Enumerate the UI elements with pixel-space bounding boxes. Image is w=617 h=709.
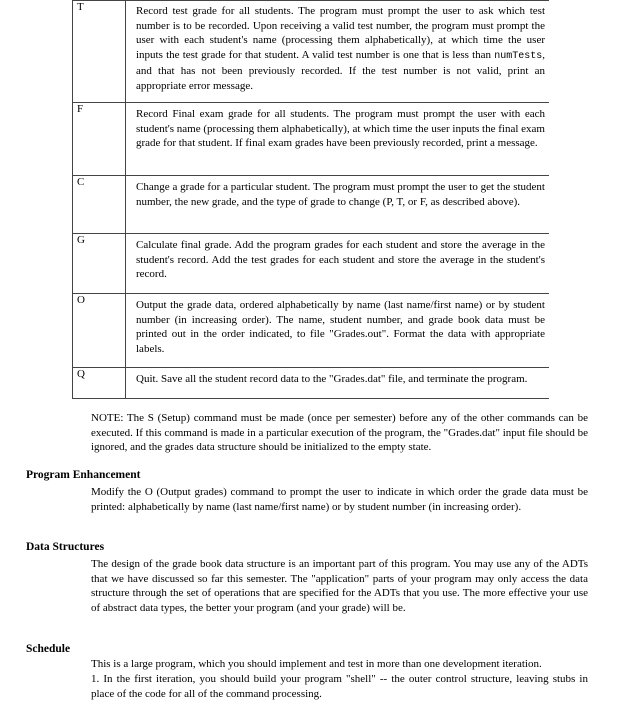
data-structures-heading: Data Structures	[26, 541, 105, 553]
data-structures-text: The design of the grade book data structure is an important part of this program. You may use any of the ADTs that we have discussed so far this semester. The "application" parts of your program may only access the data structure through the set of operations that are specified for the ADTs that you use. The more effective your use of abstract data types, the better your program (and your grade) will be.	[91, 558, 588, 614]
command-key: G	[72, 234, 126, 293]
table-row	[72, 233, 549, 293]
command-description: Output the grade data, ordered alphabetically by name (last name/first name) or by student number (in increasing order). The name, student number, and grade book data must be printed out in the order indicated, to file "Grades.out". Format the data with appropriate labels.	[136, 299, 545, 355]
command-description: Quit. Save all the student record data to the "Grades.dat" file, and terminate the program.	[136, 373, 528, 385]
table-row	[72, 102, 549, 175]
enhancement-heading: Program Enhancement	[26, 469, 141, 481]
table-row	[72, 293, 549, 367]
command-key: C	[72, 176, 126, 233]
command-key: F	[72, 103, 126, 175]
schedule-heading: Schedule	[26, 643, 71, 655]
table-row	[72, 1, 549, 102]
table-row	[72, 175, 549, 233]
command-description: Record Final exam grade for all students. The program must prompt the user with each student's name (processing them alphabetically), at which time the user inputs the final exam grade for that student. If final exam grades have been previously recorded, print a message.	[136, 108, 545, 149]
command-key: Q	[72, 368, 126, 398]
table-row	[72, 367, 549, 398]
command-key: T	[72, 1, 126, 102]
command-table	[72, 0, 549, 399]
command-description: Change a grade for a particular student. The program must prompt the user to get the student number, the new grade, and the type of grade to change (P, T, or F, as described above).	[136, 181, 545, 208]
enhancement-text: Modify the O (Output grades) command to prompt the user to indicate in which order the grade data must be printed: alphabetically by name (last name/first name) or by student number (in increasing order).	[91, 486, 588, 513]
command-description: Record test grade for all students. The program must prompt the user to ask which test number is to be recorded. Upon receiving a valid test number, the program must prompt the user with each student's name (processing them alphabetically), at which time the user inputs the test grade for that student. A valid test number is one that is less than numTests, and that has not been previously recorded. If the test number is not valid, print an appropriate error message.	[136, 5, 545, 92]
command-description: Calculate final grade. Add the program grades for each student and store the average in the student's record. Add the test grades for each student and store the average in the student's record.	[136, 239, 545, 280]
schedule-text-2: 1. In the first iteration, you should build your program "shell" -- the outer control structure, leaving stubs in place of the code for all of the command processing.	[91, 673, 588, 700]
setup-note: NOTE: The S (Setup) command must be made (once per semester) before any of the other commands can be executed. If this command is made in a particular execution of the program, the "Grades.dat" input file should be ignored, and the grades data structure should be initialized to the empty state.	[91, 412, 588, 453]
command-key: O	[72, 294, 126, 367]
schedule-text-1: This is a large program, which you should implement and test in more than one development iteration.	[91, 658, 542, 670]
